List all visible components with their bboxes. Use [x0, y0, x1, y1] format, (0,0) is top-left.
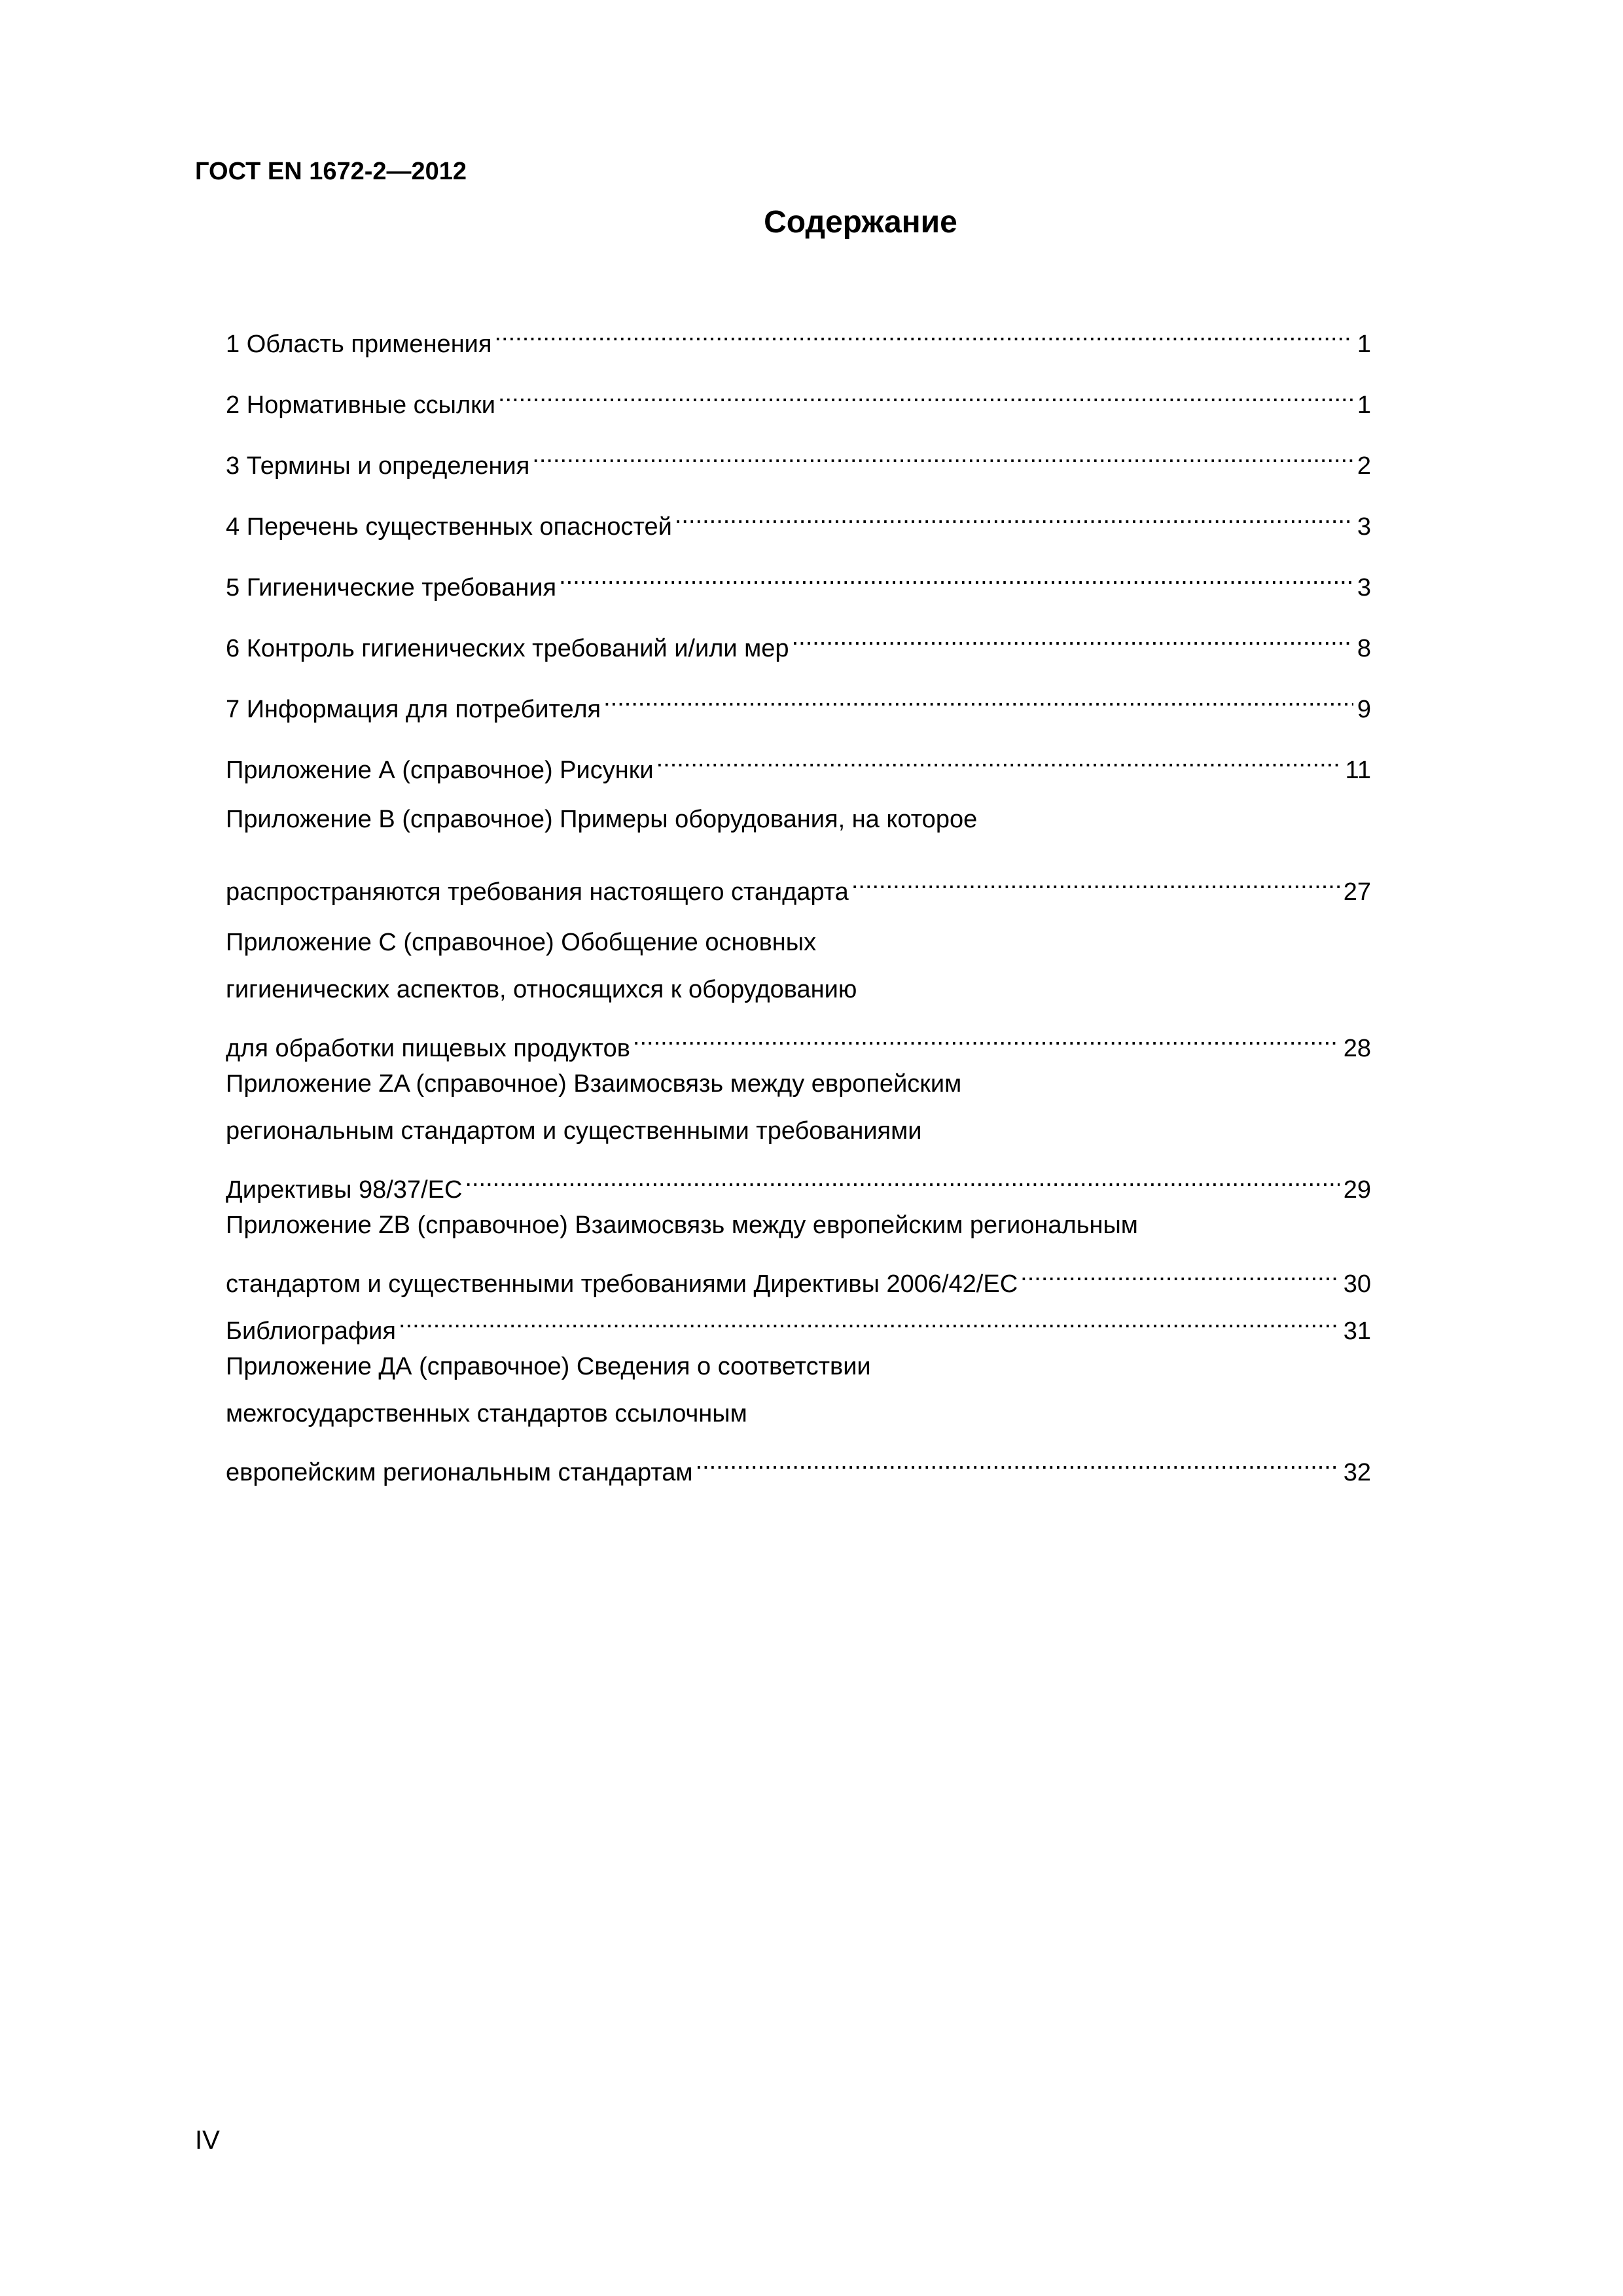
- toc-entry-title: Приложение С (справочное) Обобщение основных: [226, 929, 817, 956]
- toc-entry[interactable]: [226, 495, 1371, 541]
- toc-entry-title: европейским региональным стандартам: [226, 1459, 693, 1486]
- toc-page-number: 1: [1357, 391, 1371, 419]
- toc-entry[interactable]: [226, 739, 1371, 784]
- toc-entry-title: 1 Область применения: [226, 331, 492, 358]
- toc-entry[interactable]: [226, 1253, 1371, 1298]
- toc-entry-line[interactable]: [226, 800, 1371, 839]
- toc-page-number: 2: [1357, 452, 1371, 480]
- toc-page-number: 28: [1343, 1035, 1371, 1062]
- document-code: ГОСТ EN 1672-2—2012: [195, 158, 467, 185]
- toc-leader-dots: [1020, 1253, 1340, 1292]
- toc-entry[interactable]: [226, 435, 1371, 480]
- toc-leader-dots: [532, 435, 1353, 474]
- toc-entry[interactable]: [226, 678, 1371, 723]
- toc-page-number: 8: [1357, 635, 1371, 662]
- toc-entry-line[interactable]: [226, 1206, 1371, 1245]
- toc-entry[interactable]: [226, 1017, 1371, 1062]
- toc-entry-line[interactable]: [226, 1394, 1371, 1433]
- toc-leader-dots: [498, 374, 1353, 413]
- toc-leader-dots: [399, 1300, 1340, 1339]
- toc-entry-title: гигиенических аспектов, относящихся к оборудованию: [226, 976, 857, 1003]
- toc-leader-dots: [792, 617, 1353, 656]
- toc-entry-title: 4 Перечень существенных опасностей: [226, 513, 672, 541]
- toc-page-number: 1: [1357, 331, 1371, 358]
- toc-entry[interactable]: [226, 1441, 1371, 1486]
- toc-entry-title: Приложение ZA (справочное) Взаимосвязь между европейским: [226, 1070, 962, 1098]
- page-folio: IV: [195, 2126, 220, 2155]
- toc-page-number: 32: [1343, 1459, 1371, 1486]
- toc-entry-title: 7 Информация для потребителя: [226, 696, 601, 723]
- toc-leader-dots: [633, 1017, 1340, 1056]
- toc-page-number: 31: [1343, 1318, 1371, 1345]
- toc-entry-line[interactable]: [226, 1111, 1371, 1151]
- toc-entry-line[interactable]: [226, 1347, 1371, 1386]
- toc-leader-dots: [494, 313, 1353, 352]
- toc-page-number: 11: [1345, 757, 1371, 784]
- toc-page-number: 9: [1357, 696, 1371, 723]
- toc-entry-title: 5 Гигиенические требования: [226, 574, 557, 601]
- toc-entry-title: Директивы 98/37/ЕС: [226, 1176, 463, 1204]
- toc-entry-title: 6 Контроль гигиенических требований и/или мер: [226, 635, 789, 662]
- toc-entry-line[interactable]: [226, 970, 1371, 1009]
- toc-leader-dots: [559, 556, 1353, 596]
- toc-leader-dots: [465, 1158, 1339, 1198]
- toc-entry[interactable]: [226, 617, 1371, 662]
- toc-entry[interactable]: [226, 313, 1371, 358]
- toc-entry-title: региональным стандартом и существенными требованиями: [226, 1117, 922, 1145]
- toc-entry[interactable]: [226, 1158, 1371, 1204]
- toc-entry-title: распространяются требования настоящего стандарта: [226, 878, 849, 906]
- toc-leader-dots: [603, 678, 1353, 717]
- toc-entry[interactable]: [226, 556, 1371, 601]
- toc-entry-title: межгосударственных стандартов ссылочным: [226, 1400, 747, 1427]
- toc-leader-dots: [656, 739, 1342, 778]
- toc-page-number: 3: [1357, 513, 1371, 541]
- toc-page-number: 27: [1343, 878, 1371, 906]
- toc-leader-dots: [696, 1441, 1340, 1480]
- toc-entry-line[interactable]: [226, 1064, 1371, 1103]
- toc-page-number: 30: [1343, 1270, 1371, 1298]
- toc-page-number: 3: [1357, 574, 1371, 601]
- toc-entry-title: Приложение В (справочное) Примеры оборудования, на которое: [226, 806, 978, 833]
- toc-entry-title: стандартом и существенными требованиями Директивы 2006/42/ЕС: [226, 1270, 1018, 1298]
- toc-entry-title: Приложение ДА (справочное) Сведения о соответствии: [226, 1353, 871, 1380]
- toc-entry-title: Приложение А (справочное) Рисунки: [226, 757, 654, 784]
- toc-entry-title: 3 Термины и определения: [226, 452, 530, 480]
- toc-entry-title: для обработки пищевых продуктов: [226, 1035, 630, 1062]
- page-title: Содержание: [764, 205, 957, 240]
- toc-entry[interactable]: [226, 374, 1371, 419]
- toc-entry-title: 2 Нормативные ссылки: [226, 391, 495, 419]
- toc-entry-title: Приложение ZB (справочное) Взаимосвязь между европейским региональным: [226, 1211, 1138, 1239]
- toc-entry-title: Библиография: [226, 1318, 396, 1345]
- toc-leader-dots: [675, 495, 1353, 535]
- toc-entry[interactable]: [226, 1300, 1371, 1345]
- toc-page-number: 29: [1343, 1176, 1371, 1204]
- toc-entry-line[interactable]: [226, 923, 1371, 962]
- toc-entry[interactable]: [226, 861, 1371, 906]
- toc-leader-dots: [851, 861, 1340, 900]
